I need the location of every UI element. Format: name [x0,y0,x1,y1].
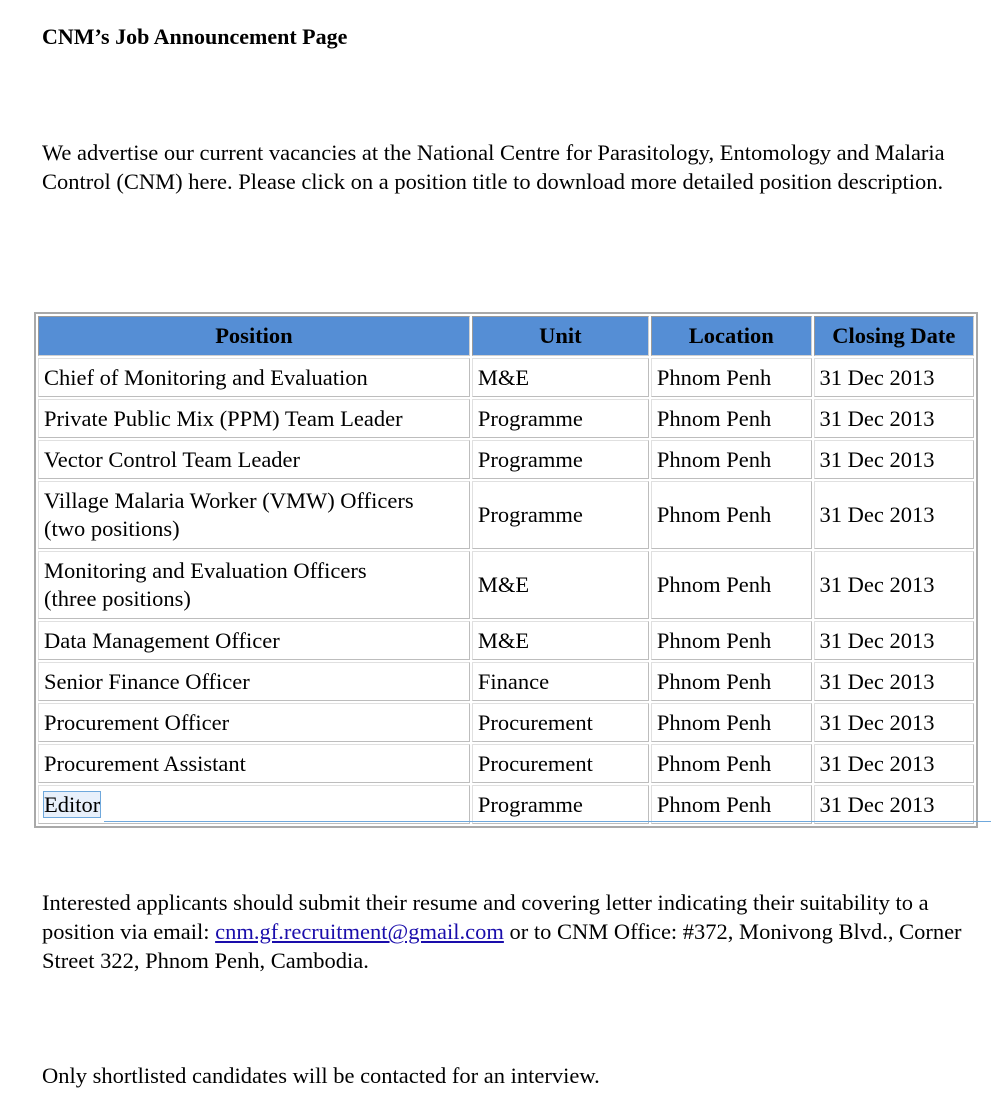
table-row [38,440,974,479]
closing-date-cell: 31 Dec 2013 [814,785,974,824]
table-header-row [38,316,974,356]
closing-date-cell: 31 Dec 2013 [814,440,974,479]
application-text-end: or to CNM Office: #372, Monivong Blvd., Corner Street 322, Phnom Penh, Cambodia. [42,919,962,973]
closing-date-cell: 31 Dec 2013 [814,551,974,619]
unit-cell: Programme [472,785,649,824]
location-cell: Phnom Penh [651,358,812,397]
table-row [38,551,974,619]
position-title-link[interactable]: Vector Control Team Leader [38,440,470,479]
position-title-link[interactable]: Procurement Officer [38,703,470,742]
unit-cell: Programme [472,440,649,479]
application-text-start: Interested applicants should submit their resume and covering letter indicating their suitability to a position via email: [42,890,929,944]
application-instructions [42,888,977,975]
location-cell: Phnom Penh [651,662,812,701]
position-title-line: (two positions) [44,516,180,541]
position-title-link[interactable]: Data Management Officer [38,621,470,660]
page-title: CNM’s Job Announcement Page [42,24,348,49]
table-row [38,703,974,742]
table-row [38,358,974,397]
unit-cell: M&E [472,358,649,397]
closing-date-cell: 31 Dec 2013 [814,399,974,438]
closing-date-cell: 31 Dec 2013 [814,481,974,549]
unit-cell: M&E [472,551,649,619]
unit-cell: Procurement [472,703,649,742]
location-cell: Phnom Penh [651,440,812,479]
closing-date-cell: 31 Dec 2013 [814,621,974,660]
table-row [38,621,974,660]
unit-cell: Programme [472,399,649,438]
table-row [38,481,974,549]
unit-cell: Programme [472,481,649,549]
vacancies-table [34,312,978,828]
location-cell: Phnom Penh [651,703,812,742]
location-cell: Phnom Penh [651,399,812,438]
unit-cell: Procurement [472,744,649,783]
selection-guide-line [104,821,991,822]
table-row [38,399,974,438]
location-cell: Phnom Penh [651,785,812,824]
position-title-line: Village Malaria Worker (VMW) Officers [44,488,414,513]
closing-date-cell: 31 Dec 2013 [814,703,974,742]
column-header-unit: Unit [472,316,649,356]
table-row [38,744,974,783]
closing-date-cell: 31 Dec 2013 [814,662,974,701]
closing-date-cell: 31 Dec 2013 [814,744,974,783]
position-title-link[interactable] [38,481,470,549]
intro-paragraph: We advertise our current vacancies at the National Centre for Parasitology, Entomology and Malaria Control (CNM) here. Please click on a position title to download more detailed position description. [42,140,945,194]
position-title-link[interactable] [38,785,470,824]
location-cell: Phnom Penh [651,551,812,619]
unit-cell: M&E [472,621,649,660]
recruitment-email-link[interactable]: cnm.gf.recruitment@gmail.com [215,919,504,944]
position-title-link[interactable] [38,551,470,619]
closing-date-cell: 31 Dec 2013 [814,358,974,397]
location-cell: Phnom Penh [651,744,812,783]
column-header-location: Location [651,316,812,356]
position-title-link[interactable]: Procurement Assistant [38,744,470,783]
position-title-line: Monitoring and Evaluation Officers [44,558,367,583]
position-title-link[interactable]: Senior Finance Officer [38,662,470,701]
column-header-closing-date: Closing Date [814,316,974,356]
table-row [38,662,974,701]
unit-cell: Finance [472,662,649,701]
shortlist-note: Only shortlisted candidates will be contacted for an interview. [42,1063,600,1088]
selected-text-editor[interactable]: Editor [44,791,101,817]
location-cell: Phnom Penh [651,481,812,549]
table-row [38,785,974,824]
position-title-link[interactable]: Private Public Mix (PPM) Team Leader [38,399,470,438]
column-header-position: Position [38,316,470,356]
position-title-line: (three positions) [44,586,191,611]
position-title-link[interactable]: Chief of Monitoring and Evaluation [38,358,470,397]
location-cell: Phnom Penh [651,621,812,660]
